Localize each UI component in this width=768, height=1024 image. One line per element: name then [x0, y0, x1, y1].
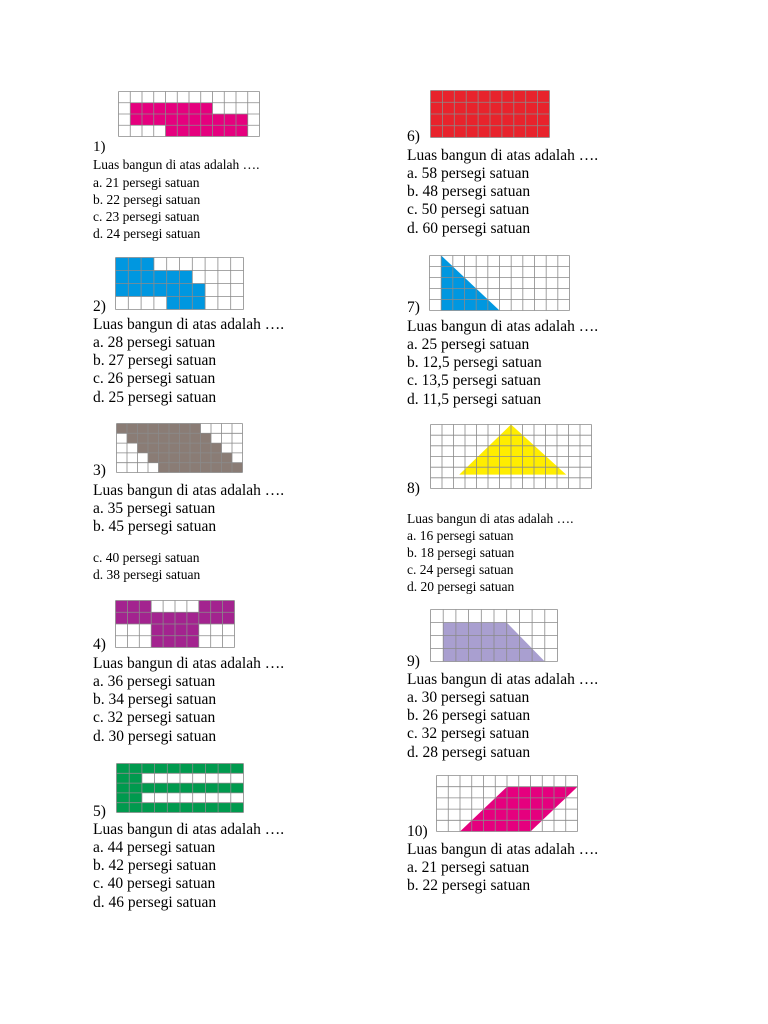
- shaded-cell: [180, 453, 191, 463]
- shaded-cell: [431, 126, 443, 138]
- option-list: [93, 176, 200, 244]
- option-d[interactable]: d. 20 persegi satuan: [407, 579, 515, 594]
- option-a[interactable]: a. 35 persegi satuan: [93, 500, 216, 517]
- option-list: [407, 337, 542, 410]
- shaded-cell: [141, 284, 154, 297]
- shaded-cell: [117, 783, 130, 793]
- shaded-cell: [175, 624, 187, 636]
- option-b[interactable]: b. 45 persegi satuan: [93, 518, 217, 536]
- shaded-cell: [141, 271, 154, 284]
- question-prompt: Luas bangun di atas adalah ….: [407, 511, 574, 526]
- shaded-cell: [201, 443, 212, 453]
- grid-figure-10: [436, 775, 578, 832]
- shaded-cell: [117, 803, 130, 813]
- option-list: [93, 840, 216, 913]
- option-a[interactable]: a. 21 persegi satuan: [93, 175, 200, 190]
- shaded-cell: [138, 433, 149, 443]
- shaded-cell: [169, 433, 180, 443]
- option-b[interactable]: b. 42 persegi satuan: [93, 857, 217, 875]
- shaded-cell: [236, 125, 248, 136]
- shaded-cell: [526, 114, 538, 126]
- shaded-cell: [223, 601, 235, 613]
- shaded-cell: [177, 114, 189, 125]
- grid-figure-4: [115, 600, 235, 648]
- option-b[interactable]: b. 48 persegi satuan: [407, 183, 531, 201]
- shaded-cell: [154, 114, 166, 125]
- shaded-cell: [218, 803, 231, 813]
- option-a[interactable]: a. 58 persegi satuan: [407, 165, 530, 182]
- shaded-cell: [148, 433, 159, 443]
- shaded-cell: [189, 103, 201, 114]
- shaded-cell: [148, 443, 159, 453]
- grid-figure-7: [429, 255, 570, 311]
- shaded-cell: [128, 284, 141, 297]
- grid-figure-2: [115, 257, 244, 310]
- option-list: [407, 529, 514, 597]
- shaded-cell: [187, 636, 199, 648]
- question-number: 2): [93, 298, 106, 315]
- shaded-cell: [190, 424, 201, 434]
- shaded-cell: [127, 601, 139, 613]
- shaded-cell: [231, 783, 244, 793]
- shaded-cell: [127, 424, 138, 434]
- shaded-cell: [190, 443, 201, 453]
- option-b[interactable]: b. 12,5 persegi satuan: [407, 354, 542, 372]
- shaded-cell: [490, 102, 502, 114]
- shaded-cell: [117, 764, 130, 774]
- shaded-cell: [129, 764, 142, 774]
- shaded-cell: [167, 271, 180, 284]
- shaded-cell: [454, 126, 466, 138]
- option-list: [93, 674, 216, 747]
- shaded-cell: [514, 114, 526, 126]
- question-prompt: Luas bangun di atas adalah ….: [93, 316, 285, 333]
- shaded-cell: [502, 91, 514, 103]
- option-list: [93, 551, 200, 585]
- shaded-cell: [189, 125, 201, 136]
- shaded-cell: [526, 102, 538, 114]
- option-c[interactable]: c. 24 persegi satuan: [407, 562, 514, 577]
- question-prompt: Luas bangun di atas adalah ….: [407, 147, 599, 164]
- shaded-cell: [141, 258, 154, 271]
- shaded-cell: [129, 793, 142, 803]
- option-d[interactable]: d. 24 persegi satuan: [93, 226, 201, 241]
- shaded-cell: [129, 773, 142, 783]
- shaded-cell: [211, 463, 222, 473]
- shaded-cell: [180, 783, 193, 793]
- shaded-cell: [169, 453, 180, 463]
- shaded-cell: [159, 453, 170, 463]
- shaded-cell: [466, 102, 478, 114]
- shaded-cell: [154, 271, 167, 284]
- shaded-cell: [478, 114, 490, 126]
- question-number: 7): [407, 299, 420, 316]
- shaded-cell: [514, 102, 526, 114]
- shaded-cell: [180, 463, 191, 473]
- shaded-cell: [116, 601, 128, 613]
- shaded-cell: [193, 783, 206, 793]
- shaded-cell: [159, 443, 170, 453]
- shaded-cell: [466, 114, 478, 126]
- shaded-cell: [159, 463, 170, 473]
- shaded-cell: [138, 424, 149, 434]
- shaded-cell: [213, 114, 225, 125]
- shaded-cell: [213, 125, 225, 136]
- option-a[interactable]: a. 36 persegi satuan: [93, 673, 216, 690]
- shaded-cell: [130, 114, 142, 125]
- shaded-cell: [201, 453, 212, 463]
- shaded-cell: [223, 612, 235, 624]
- question-number: 1): [93, 139, 106, 155]
- option-d[interactable]: d. 60 persegi satuan: [407, 219, 531, 237]
- shaded-cell: [142, 103, 154, 114]
- shaded-cell: [224, 125, 236, 136]
- shaded-cell: [167, 297, 180, 310]
- shaded-cell: [155, 803, 168, 813]
- question-number: 8): [407, 480, 420, 497]
- shaded-cell: [201, 114, 213, 125]
- shaded-cell: [431, 91, 443, 103]
- shaded-cell: [211, 453, 222, 463]
- grid-figure-8: [430, 424, 592, 489]
- grid-figure-5: [116, 763, 244, 813]
- shaded-cell: [155, 764, 168, 774]
- shaded-cell: [478, 126, 490, 138]
- shaded-cell: [490, 126, 502, 138]
- option-a[interactable]: a. 30 persegi satuan: [407, 689, 530, 706]
- option-d[interactable]: d. 30 persegi satuan: [93, 727, 217, 745]
- shaded-cell: [490, 91, 502, 103]
- shaded-cell: [159, 433, 170, 443]
- shaded-cell: [431, 114, 443, 126]
- shaded-cell: [224, 114, 236, 125]
- shaded-cell: [514, 91, 526, 103]
- shaded-cell: [116, 284, 129, 297]
- shaded-cell: [454, 91, 466, 103]
- option-b[interactable]: b. 22 persegi satuan: [407, 877, 531, 895]
- shaded-cell: [139, 612, 151, 624]
- shaded-cell: [454, 102, 466, 114]
- shaded-cell: [236, 114, 248, 125]
- shaded-cell: [514, 126, 526, 138]
- shaded-cell: [169, 424, 180, 434]
- shaded-cell: [177, 103, 189, 114]
- shaded-cell: [138, 443, 149, 453]
- shaded-cell: [189, 114, 201, 125]
- shaded-cell: [127, 433, 138, 443]
- shaded-cell: [201, 125, 213, 136]
- option-c[interactable]: c. 23 persegi satuan: [93, 209, 200, 224]
- shaded-cell: [167, 783, 180, 793]
- option-d[interactable]: d. 38 persegi satuan: [93, 567, 201, 582]
- grid-figure-1: [118, 91, 260, 137]
- option-list: [407, 166, 530, 239]
- shaded-cell: [180, 443, 191, 453]
- question-number: 5): [93, 803, 106, 820]
- grid-figure-9: [430, 609, 558, 662]
- option-b[interactable]: b. 27 persegi satuan: [93, 352, 217, 370]
- shaded-cell: [167, 764, 180, 774]
- shaded-cell: [187, 624, 199, 636]
- shaded-cell: [139, 601, 151, 613]
- shaded-cell: [180, 284, 193, 297]
- shaded-cell: [199, 612, 211, 624]
- shaded-cell: [151, 624, 163, 636]
- option-c[interactable]: c. 32 persegi satuan: [93, 709, 216, 727]
- shaded-cell: [192, 297, 205, 310]
- shaded-cell: [166, 103, 178, 114]
- shaded-cell: [199, 601, 211, 613]
- shaded-cell: [538, 102, 550, 114]
- shaded-cell: [177, 125, 189, 136]
- shaded-cell: [142, 114, 154, 125]
- option-b[interactable]: b. 34 persegi satuan: [93, 691, 217, 709]
- shaded-cell: [222, 463, 233, 473]
- shaded-cell: [190, 463, 201, 473]
- shaded-cell: [180, 764, 193, 774]
- shaded-cell: [180, 803, 193, 813]
- shaded-cell: [169, 443, 180, 453]
- question-number: 6): [407, 128, 420, 145]
- shaded-cell: [128, 258, 141, 271]
- option-a[interactable]: a. 44 persegi satuan: [93, 839, 216, 856]
- option-c[interactable]: c. 26 persegi satuan: [93, 370, 216, 388]
- option-list: [407, 860, 530, 896]
- shaded-cell: [154, 284, 167, 297]
- shaded-cell: [128, 271, 141, 284]
- shaded-cell: [190, 433, 201, 443]
- shaded-cell: [116, 612, 128, 624]
- shaded-cell: [478, 91, 490, 103]
- shaded-cell: [166, 114, 178, 125]
- shaded-cell: [129, 783, 142, 793]
- shaded-cell: [201, 103, 213, 114]
- question-prompt: Luas bangun di atas adalah ….: [407, 671, 599, 688]
- shaded-cell: [159, 424, 170, 434]
- shaded-cell: [117, 424, 128, 434]
- shaded-cell: [218, 783, 231, 793]
- shaded-cell: [193, 764, 206, 774]
- shaded-cell: [502, 114, 514, 126]
- shaded-cell: [205, 783, 218, 793]
- shaded-cell: [538, 114, 550, 126]
- shaded-cell: [148, 453, 159, 463]
- option-b[interactable]: b. 18 persegi satuan: [407, 545, 515, 560]
- question-number: 10): [407, 823, 428, 840]
- question-prompt: Luas bangun di atas adalah ….: [407, 841, 599, 858]
- shaded-cell: [502, 102, 514, 114]
- shaded-cell: [222, 453, 233, 463]
- shaded-cell: [175, 612, 187, 624]
- shaded-cell: [130, 103, 142, 114]
- shaded-cell: [129, 803, 142, 813]
- option-d[interactable]: d. 25 persegi satuan: [93, 388, 217, 406]
- shaded-cell: [231, 803, 244, 813]
- option-list: [93, 501, 216, 537]
- shaded-cell: [142, 783, 155, 793]
- shaded-cell: [442, 126, 454, 138]
- option-c[interactable]: c. 40 persegi satuan: [93, 875, 216, 893]
- shaded-cell: [180, 433, 191, 443]
- shaded-cell: [526, 91, 538, 103]
- shaded-cell: [180, 424, 191, 434]
- shaded-cell: [166, 125, 178, 136]
- shaded-cell: [193, 803, 206, 813]
- shaded-cell: [163, 612, 175, 624]
- shaded-cell: [117, 773, 130, 783]
- option-a[interactable]: a. 25 persegi satuan: [407, 336, 530, 353]
- shaded-cell: [116, 258, 129, 271]
- shaded-cell: [148, 424, 159, 434]
- shaded-cell: [218, 764, 231, 774]
- shaded-cell: [116, 271, 129, 284]
- question-prompt: Luas bangun di atas adalah ….: [93, 157, 260, 172]
- shaded-cell: [538, 91, 550, 103]
- shaded-cell: [151, 636, 163, 648]
- shaded-cell: [127, 612, 139, 624]
- shaded-cell: [490, 114, 502, 126]
- shaded-cell: [538, 126, 550, 138]
- shaded-cell: [466, 91, 478, 103]
- option-a[interactable]: a. 21 persegi satuan: [407, 859, 530, 876]
- shaded-cell: [167, 284, 180, 297]
- option-b[interactable]: b. 26 persegi satuan: [407, 707, 531, 725]
- shaded-cell: [442, 91, 454, 103]
- shaded-cell: [192, 284, 205, 297]
- shaded-cell: [169, 463, 180, 473]
- grid-figure-3: [116, 423, 243, 473]
- option-a[interactable]: a. 28 persegi satuan: [93, 334, 216, 351]
- question-number: 3): [93, 462, 106, 479]
- question-prompt: Luas bangun di atas adalah ….: [93, 821, 285, 838]
- shaded-cell: [180, 297, 193, 310]
- shaded-cell: [201, 433, 212, 443]
- question-prompt: Luas bangun di atas adalah ….: [93, 655, 285, 672]
- shaded-cell: [466, 126, 478, 138]
- shaded-cell: [454, 114, 466, 126]
- option-list: [407, 690, 530, 763]
- shaded-cell: [211, 612, 223, 624]
- shaded-cell: [167, 803, 180, 813]
- shaded-cell: [205, 803, 218, 813]
- shaded-cell: [117, 793, 130, 803]
- shaded-cell: [502, 126, 514, 138]
- shaded-cell: [232, 463, 243, 473]
- shaded-cell: [190, 453, 201, 463]
- option-c[interactable]: c. 32 persegi satuan: [407, 725, 530, 743]
- option-a[interactable]: a. 16 persegi satuan: [407, 528, 514, 543]
- shaded-cell: [201, 463, 212, 473]
- option-d[interactable]: d. 11,5 persegi satuan: [407, 390, 542, 408]
- shaded-cell: [142, 764, 155, 774]
- shaded-cell: [142, 803, 155, 813]
- question-number: 4): [93, 636, 106, 653]
- question-number: 9): [407, 653, 420, 670]
- shaded-cell: [154, 103, 166, 114]
- question-prompt: Luas bangun di atas adalah ….: [407, 318, 599, 335]
- shaded-cell: [442, 102, 454, 114]
- shaded-cell: [155, 783, 168, 793]
- option-d[interactable]: d. 46 persegi satuan: [93, 893, 217, 911]
- shaded-cell: [163, 624, 175, 636]
- option-c[interactable]: c. 40 persegi satuan: [93, 550, 200, 565]
- option-list: [93, 335, 216, 408]
- shaded-cell: [151, 612, 163, 624]
- option-b[interactable]: b. 22 persegi satuan: [93, 192, 201, 207]
- shaded-cell: [180, 271, 193, 284]
- shaded-cell: [187, 612, 199, 624]
- shaded-cell: [211, 443, 222, 453]
- grid-figure-6: [430, 90, 550, 138]
- shaded-cell: [478, 102, 490, 114]
- shaded-cell: [442, 114, 454, 126]
- shaded-cell: [175, 636, 187, 648]
- shaded-cell: [211, 601, 223, 613]
- question-prompt: Luas bangun di atas adalah ….: [93, 482, 285, 499]
- shaded-cell: [431, 102, 443, 114]
- shaded-cell: [231, 764, 244, 774]
- option-c[interactable]: c. 50 persegi satuan: [407, 201, 530, 219]
- option-d[interactable]: d. 28 persegi satuan: [407, 743, 531, 761]
- shaded-cell: [205, 764, 218, 774]
- shaded-cell: [163, 636, 175, 648]
- option-c[interactable]: c. 13,5 persegi satuan: [407, 372, 541, 390]
- shaded-cell: [526, 126, 538, 138]
